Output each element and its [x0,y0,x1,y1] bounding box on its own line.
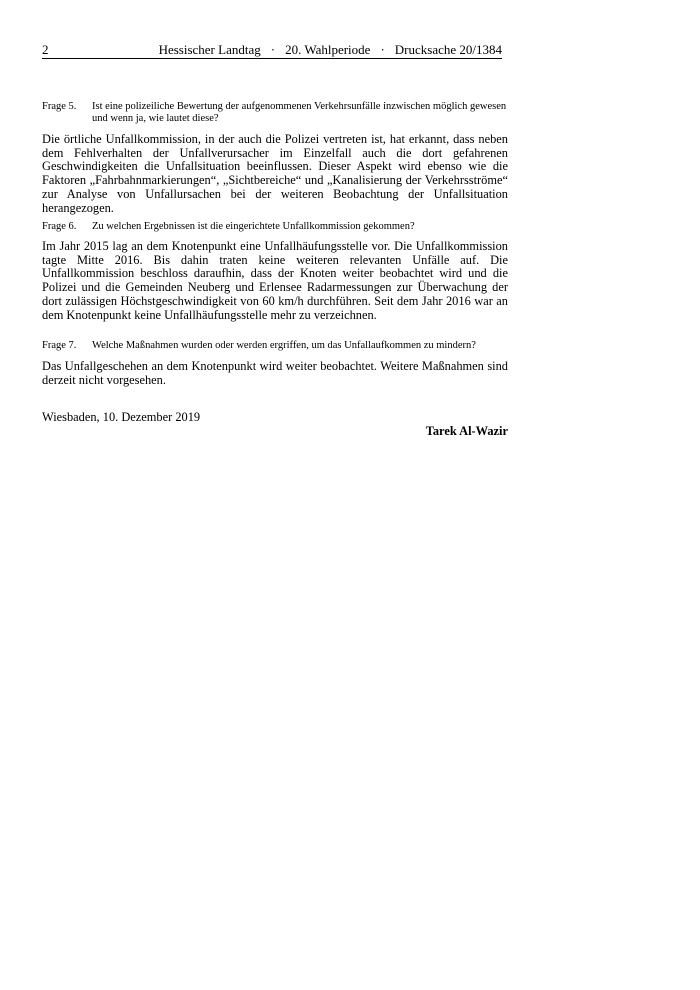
header-separator: · [270,42,276,57]
answer-text: Das Unfallgeschehen an dem Knotenpunkt wird weiter beobachtet. Weitere Maßnahmen sind derzeit nicht vorgesehen. [42,359,508,387]
answer-7 [42,360,508,387]
question-label: Frage 7. [42,340,77,351]
question-label: Frage 5. [42,101,77,112]
document-number: Drucksache 20/1384 [394,42,502,57]
answer-6 [42,240,508,322]
answer-5 [42,133,508,215]
question-text: Welche Maßnahmen wurden oder werden ergriffen, um das Unfallaufkommen zu mindern? [92,340,476,351]
legislative-period: 20. Wahlperiode [285,42,371,57]
place-and-date: Wiesbaden, 10. Dezember 2019 [42,410,201,424]
header-separator: · [380,42,385,57]
question-6 [42,221,508,233]
question-label: Frage 6. [42,221,77,232]
page-header [42,42,502,59]
question-7 [42,340,508,352]
signatory-name: Tarek Al-Wazir [425,424,508,438]
question-text: Ist eine polizeiliche Bewertung der aufgenommenen Verkehrsunfälle inzwischen möglich gewesen und wenn ja, wie lautet diese? [92,101,507,124]
question-5 [42,101,508,124]
question-text: Zu welchen Ergebnissen ist die eingerichtete Unfallkommission gekommen? [92,221,415,232]
answer-text: Im Jahr 2015 lag an dem Knotenpunkt eine Unfallhäufungsstelle vor. Die Unfallkommission tagte Mitte 2016. Bis dahin traten keine weiteren relevanten Unfälle auf. Die Unfallkommission beschloss daraufhin, dass der Knoten weiter beobachtet wird und die Polizei und die Gemeinden Neuberg und Erlensee Radarmessungen zur Überwachung der dort zulässigen Höchstgeschwindigkeit von 60 km/h durchführen. Seit dem Jahr 2016 war an dem Knotenpunkt keine Unfallhäufungsstelle mehr zu verzeichnen. [42,239,508,322]
page-number: 2 [42,42,49,57]
running-head [159,42,502,58]
answer-text: Die örtliche Unfallkommission, in der auch die Polizei vertreten ist, hat erkannt, dass neben dem Fehlverhalten der Unfallverursacher im Einzelfall auch die dort gefahrenen Geschwindigkeiten die Unfallsituation beeinflussen. Dieser Aspekt wird ebenso wie die Faktoren „Fahrbahnmarkierungen“, „Sichtbereiche“ und „Kanalisierung der Verkehrsströme“ zur Analyse von Unfallursachen bei der weiteren Beobachtung der Unfallsituation herangezogen. [42,132,508,215]
parliament-name: Hessischer Landtag [158,42,261,57]
